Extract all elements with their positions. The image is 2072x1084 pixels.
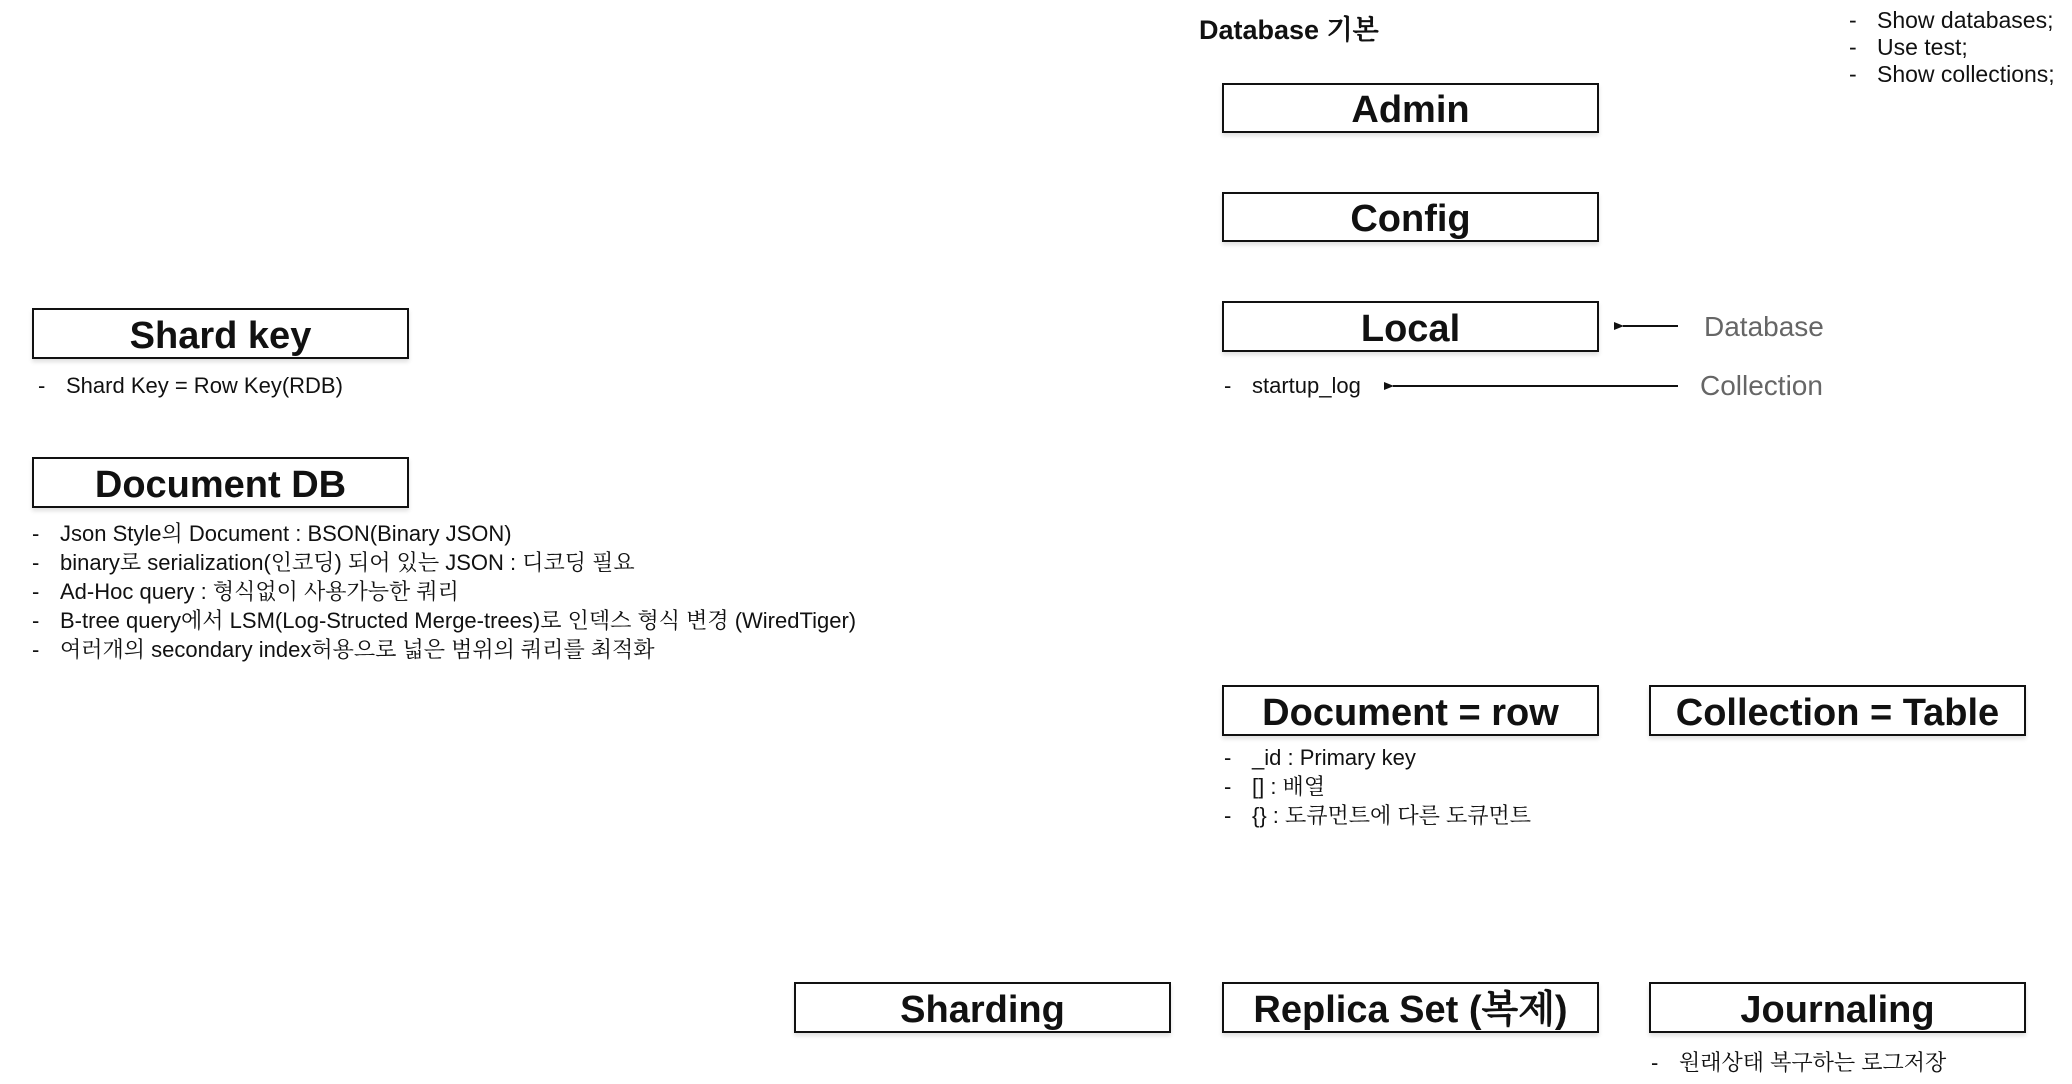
list-item: - B-tree query에서 LSM(Log-Structed Merge-trees)로 인덱스 형식 변경 (WiredTiger) bbox=[32, 606, 856, 635]
list-item: - Shard Key = Row Key(RDB) bbox=[38, 371, 343, 400]
local-box: Local bbox=[1222, 301, 1599, 352]
collection-table-box: Collection = Table bbox=[1649, 685, 2026, 736]
replica-set-box: Replica Set (복제) bbox=[1222, 982, 1599, 1033]
journaling-box: Journaling bbox=[1649, 982, 2026, 1033]
page-title: Database 기본 bbox=[1199, 15, 1379, 45]
sharding-box: Sharding bbox=[794, 982, 1171, 1033]
list-item: - Show collections; bbox=[1849, 61, 2055, 88]
list-item: - Show databases; bbox=[1849, 7, 2055, 34]
document-db-box: Document DB bbox=[32, 457, 409, 508]
document-items-list bbox=[1224, 743, 1531, 830]
document-db-items-list bbox=[32, 519, 856, 664]
shard-key-items-list bbox=[38, 371, 343, 400]
list-item: - Use test; bbox=[1849, 34, 2055, 61]
list-item: - [] : 배열 bbox=[1224, 772, 1531, 801]
database-label: Database bbox=[1704, 311, 1824, 342]
journaling-items-list bbox=[1651, 1048, 1946, 1077]
config-box: Config bbox=[1222, 192, 1599, 242]
list-item: - Json Style의 Document : BSON(Binary JSON) bbox=[32, 519, 856, 548]
list-item: - 원래상태 복구하는 로그저장 bbox=[1651, 1048, 1946, 1077]
list-item: - Ad-Hoc query : 형식없이 사용가능한 쿼리 bbox=[32, 577, 856, 606]
collection-label: Collection bbox=[1700, 370, 1823, 401]
admin-box: Admin bbox=[1222, 83, 1599, 133]
list-item: - 여러개의 secondary index허용으로 넓은 범위의 쿼리를 최적화 bbox=[32, 635, 856, 664]
list-item: - _id : Primary key bbox=[1224, 743, 1531, 772]
list-item: - binary로 serialization(인코딩) 되어 있는 JSON : 디코딩 필요 bbox=[32, 548, 856, 577]
document-row-box: Document = row bbox=[1222, 685, 1599, 736]
list-item: - startup_log bbox=[1224, 371, 1361, 400]
shard-key-box: Shard key bbox=[32, 308, 409, 359]
list-item: - {} : 도큐먼트에 다른 도큐먼트 bbox=[1224, 801, 1531, 830]
